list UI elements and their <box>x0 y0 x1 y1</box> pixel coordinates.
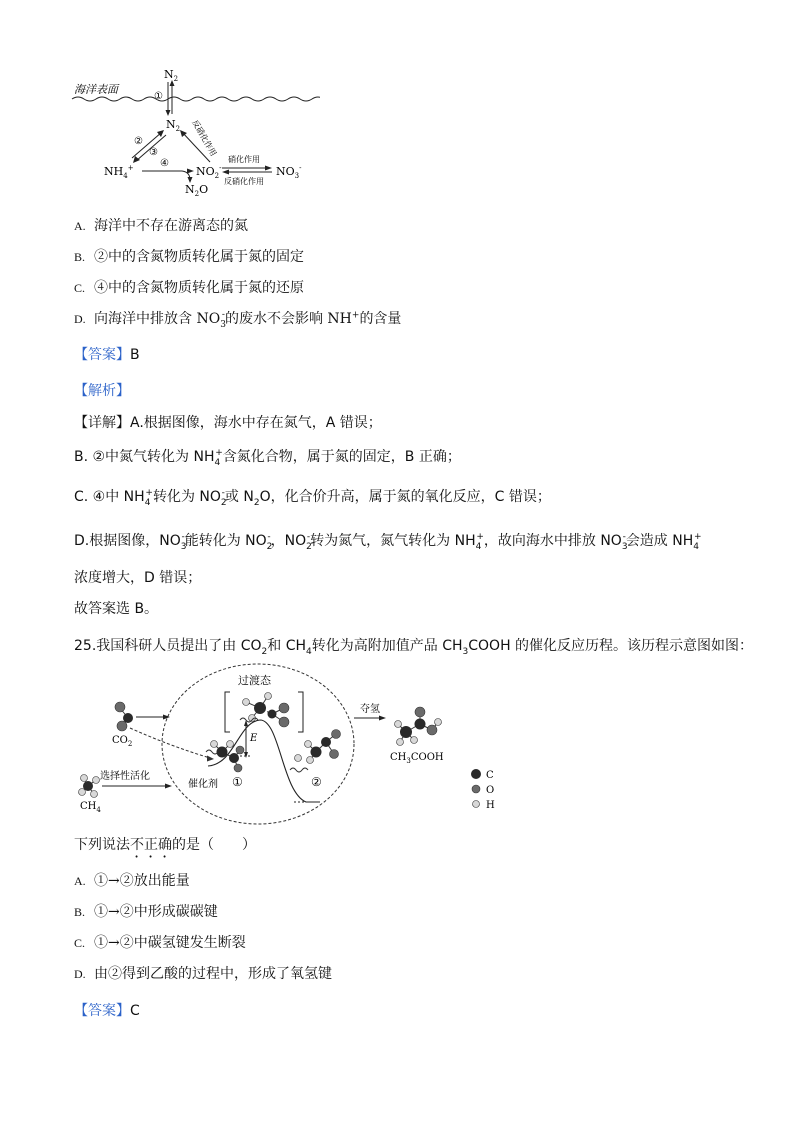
q25-question: 下列说法不正确的是（ ） <box>74 837 256 853</box>
n2o-species: $N_2O$ <box>185 183 209 197</box>
step-2-label: ② <box>134 136 143 147</box>
q25-option-b: B. ①→②中形成碳碳键 <box>74 904 218 920</box>
ch3cooh-label: $CH_3COOH$ <box>390 752 444 765</box>
denitrification-label: 反硝化作用 <box>224 177 264 186</box>
state-1-label: ① <box>232 775 243 789</box>
analysis-conclusion: 故答案选 B。 <box>74 601 159 617</box>
sea-surface-label: 海洋表面 <box>74 83 118 96</box>
step-3-label: ③ <box>149 147 158 158</box>
catalyst-label: 催化剂 <box>188 779 218 790</box>
catalysis-diagram <box>70 662 510 830</box>
co2-molecule <box>115 702 133 731</box>
ch4-molecule <box>79 775 100 798</box>
analysis-line-c: C. ④中 $NH_4^+$转化为 $NO_2^-$或 $N_2O$，化合价升高，属于氮的氧化反应，C 错误； <box>74 488 551 508</box>
legend-c: C <box>486 770 494 781</box>
state-2-product <box>290 730 341 773</box>
n2-atmosphere: $N_2$ <box>164 68 179 83</box>
selective-activation-label: 选择性活化 <box>100 771 150 782</box>
no3-species: $NO_3^-$ <box>276 164 302 180</box>
step-4-label: ④ <box>160 158 169 169</box>
analysis-heading: 【解析】 <box>74 383 130 399</box>
activation-energy-label: E <box>250 733 258 744</box>
ch4-label: $CH_4$ <box>80 801 101 814</box>
nitrogen-cycle-diagram <box>70 62 320 197</box>
nh4-species: $NH_4^+$ <box>104 164 134 180</box>
q25-stem: 25.我国科研人员提出了由 $CO_2$和 $CH_4$转化为高附加值产品 $CH_3COOH$ 的催化反应历程。该历程示意图如图： <box>74 638 754 657</box>
q24-option-b: B. ②中的含氮物质转化属于氮的固定 <box>74 249 304 265</box>
q25-answer: 【答案】C <box>74 1003 140 1019</box>
q25-option-d: D. 由②得到乙酸的过程中，形成了氧氢键 <box>74 966 332 982</box>
transition-state-label: 过渡态 <box>238 674 271 687</box>
q24-answer: 【答案】B <box>74 347 140 363</box>
h-abstraction-label: 夺氢 <box>360 704 380 715</box>
atom-legend <box>471 769 495 811</box>
q24-option-c: C. ④中的含氮物质转化属于氮的还原 <box>74 280 304 296</box>
analysis-line-d: D.根据图像，$NO_3^-$能转化为 $NO_2^-$，$NO_2^-$转为氮气，氮气转化为 $NH_4^+$，故向海水中排放 $NO_3^-$会造成 $NH_4^+$ <box>74 532 702 552</box>
no2-species: $NO_2^-$ <box>196 164 222 180</box>
co2-label: $CO_2$ <box>112 735 133 748</box>
legend-h: H <box>486 800 495 811</box>
sea-surface-wave <box>72 97 320 101</box>
ch3cooh-molecule <box>395 707 442 746</box>
q25-option-c: C. ①→②中碳氢键发生断裂 <box>74 935 246 951</box>
nitrification-label: 硝化作用 <box>228 155 260 164</box>
q25-option-a: A. ①→②放出能量 <box>74 873 190 889</box>
analysis-line-a: 【详解】A.根据图像，海水中存在氮气，A 错误； <box>74 415 382 431</box>
state-1-adsorbed <box>206 741 244 773</box>
q24-option-a: A. 海洋中不存在游离态的氮 <box>74 218 248 234</box>
analysis-line-b: B. ②中氮气转化为 $NH_4^+$含氮化合物，属于氮的固定，B 正确； <box>74 448 461 468</box>
step-1-label: ① <box>154 91 163 102</box>
denitrification-vertical-label: 反硝化作用 <box>190 118 219 158</box>
state-2-label: ② <box>311 775 322 789</box>
analysis-line-d-cont: 浓度增大，D 错误； <box>74 570 202 586</box>
legend-o: O <box>486 785 495 796</box>
n2-ocean: $N_2$ <box>166 118 181 133</box>
q24-option-d: D. 向海洋中排放含 $NO_3^-$的废水不会影响 NH+的含量 <box>74 310 402 330</box>
